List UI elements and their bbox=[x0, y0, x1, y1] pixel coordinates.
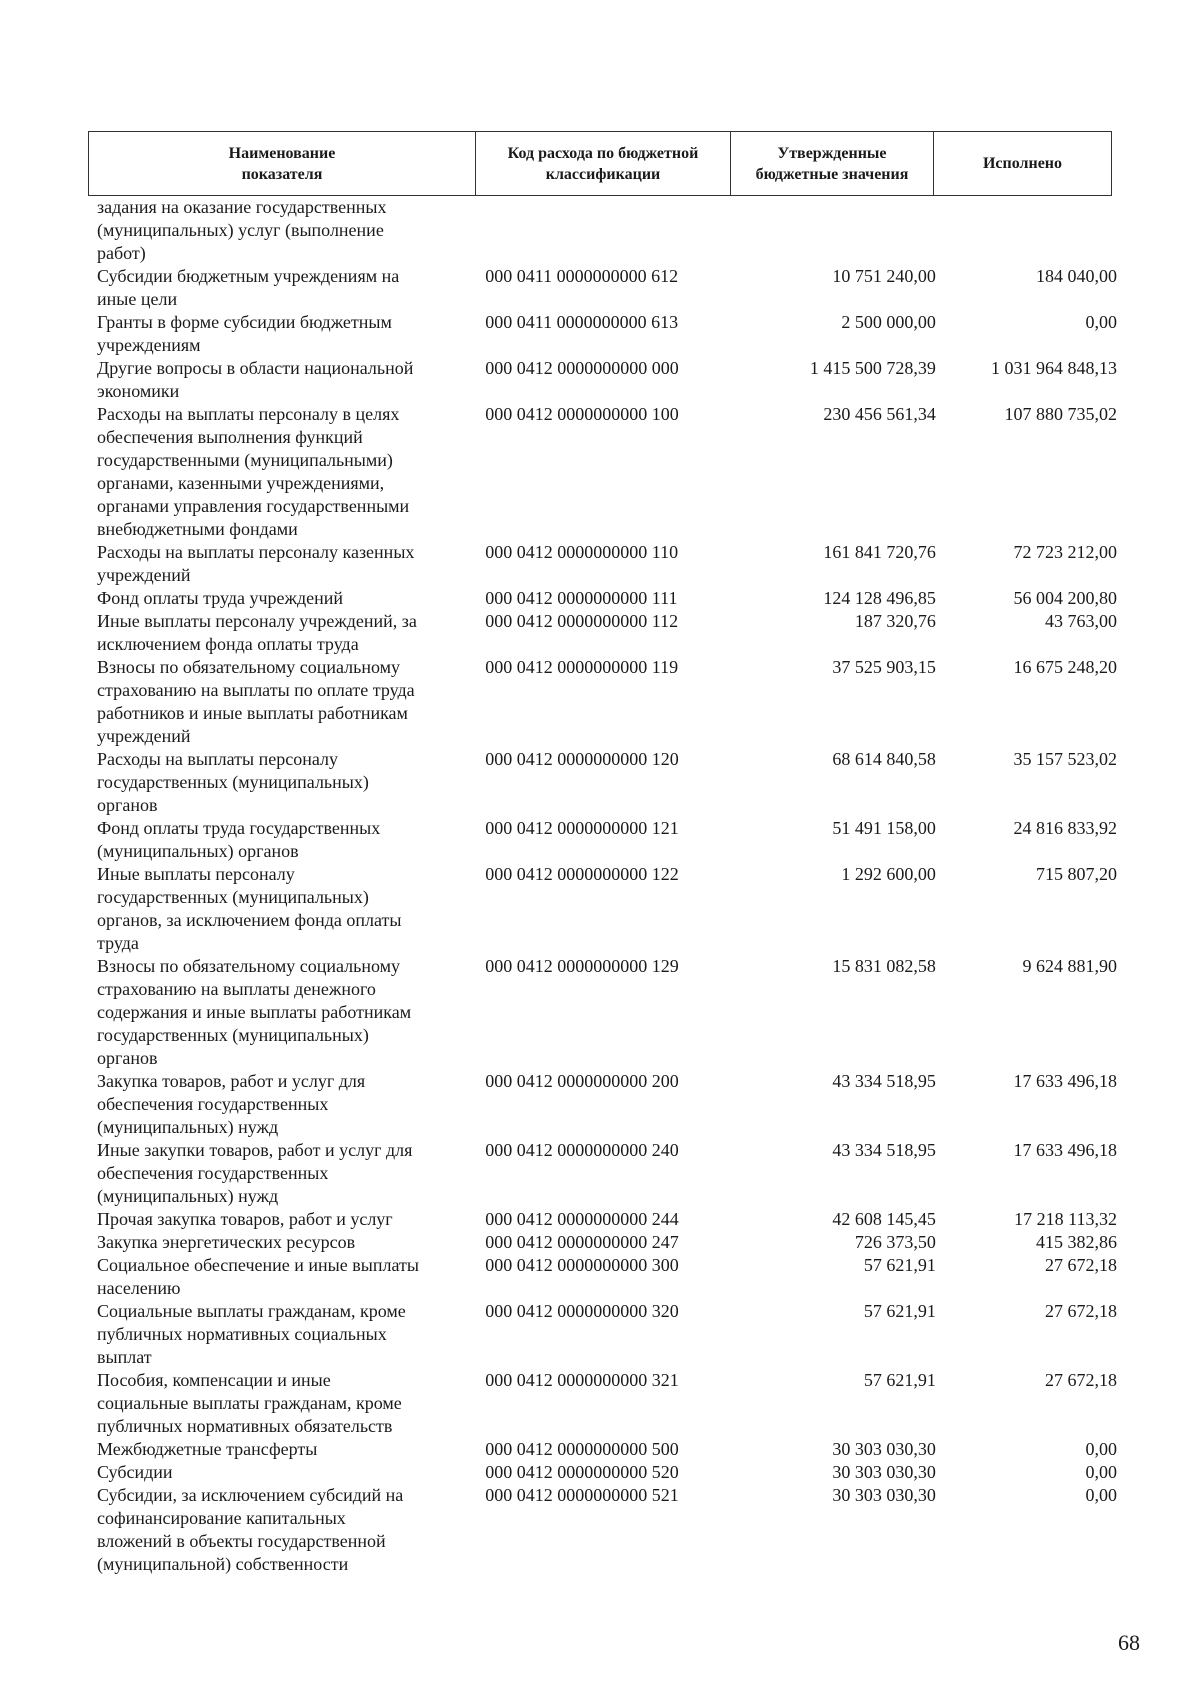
table-row bbox=[97, 587, 1117, 610]
row-name: Межбюджетные трансферты bbox=[97, 1439, 318, 1459]
row-approved: 230 456 561,34 bbox=[823, 404, 936, 424]
row-approved: 2 500 000,00 bbox=[841, 312, 936, 332]
row-name: Иные выплаты персоналу государственных (муниципальных) органов, за исключением фонда оплаты труда bbox=[97, 864, 402, 953]
row-name: Прочая закупка товаров, работ и услуг bbox=[97, 1209, 393, 1229]
row-approved: 57 621,91 bbox=[863, 1370, 936, 1390]
row-approved: 30 303 030,30 bbox=[832, 1485, 936, 1505]
table-row bbox=[97, 817, 1117, 863]
row-executed: 17 633 496,18 bbox=[1013, 1140, 1117, 1160]
row-executed: 27 672,18 bbox=[1045, 1370, 1117, 1390]
table-row bbox=[97, 1300, 1117, 1369]
table-row bbox=[97, 311, 1117, 357]
row-approved: 15 831 082,58 bbox=[832, 956, 936, 976]
row-code bbox=[464, 196, 730, 265]
table-row bbox=[97, 541, 1117, 587]
row-approved: 30 303 030,30 bbox=[832, 1462, 936, 1482]
table-row bbox=[97, 1461, 1117, 1484]
row-approved: 1 292 600,00 bbox=[841, 864, 936, 884]
row-code: 000 0411 0000000000 613 bbox=[485, 312, 679, 332]
header-approved: Утвержденные бюджетные значения bbox=[730, 132, 933, 195]
row-code: 000 0412 0000000000 200 bbox=[485, 1071, 679, 1091]
row-executed: 72 723 212,00 bbox=[1013, 542, 1117, 562]
table-row bbox=[97, 656, 1117, 748]
row-approved: 57 621,91 bbox=[863, 1301, 936, 1321]
row-code: 000 0412 0000000000 110 bbox=[485, 542, 679, 562]
row-code: 000 0412 0000000000 244 bbox=[485, 1209, 679, 1229]
row-executed: 0,00 bbox=[1085, 1439, 1117, 1459]
table-row bbox=[97, 1484, 1117, 1576]
header-executed: Исполнено bbox=[933, 132, 1111, 195]
row-executed: 1 031 964 848,13 bbox=[991, 358, 1117, 378]
row-approved: 726 373,50 bbox=[854, 1232, 936, 1252]
row-executed: 715 807,20 bbox=[1036, 864, 1117, 884]
row-code: 000 0412 0000000000 112 bbox=[485, 611, 679, 631]
row-name: Фонд оплаты труда государственных (муниципальных) органов bbox=[97, 818, 381, 861]
table-row bbox=[97, 863, 1117, 955]
row-approved: 1 415 500 728,39 bbox=[809, 358, 936, 378]
row-code: 000 0412 0000000000 100 bbox=[485, 404, 679, 424]
header-name: Наименование показателя bbox=[228, 144, 336, 183]
row-name: Пособия, компенсации и иные социальные выплаты гражданам, кроме публичных нормативных обязательств bbox=[97, 1370, 402, 1436]
row-approved: 187 320,76 bbox=[854, 611, 936, 631]
row-approved bbox=[730, 196, 936, 265]
row-name: Взносы по обязательному социальному страхованию на выплаты по оплате труда работников и иные выплаты работникам учреждений bbox=[97, 657, 415, 746]
table-row bbox=[97, 1231, 1117, 1254]
row-code: 000 0412 0000000000 247 bbox=[485, 1232, 679, 1252]
row-executed: 24 816 833,92 bbox=[1013, 818, 1117, 838]
row-executed: 27 672,18 bbox=[1045, 1255, 1117, 1275]
row-name: Социальные выплаты гражданам, кроме публичных нормативных социальных выплат bbox=[97, 1301, 406, 1367]
row-executed: 415 382,86 bbox=[1036, 1232, 1117, 1252]
table-row bbox=[97, 1369, 1117, 1438]
row-executed: 0,00 bbox=[1085, 1485, 1117, 1505]
row-name: Закупка энергетических ресурсов bbox=[97, 1232, 356, 1252]
table-row bbox=[97, 610, 1117, 656]
row-name: Закупка товаров, работ и услуг для обеспечения государственных (муниципальных) нужд bbox=[97, 1071, 366, 1137]
table-row bbox=[97, 196, 1117, 265]
row-name: Взносы по обязательному социальному страхованию на выплаты денежного содержания и иные выплаты работникам государственных (муниципальных) органов bbox=[97, 956, 412, 1068]
row-executed: 0,00 bbox=[1085, 312, 1117, 332]
row-code: 000 0412 0000000000 111 bbox=[485, 588, 678, 608]
row-approved: 124 128 496,85 bbox=[823, 588, 936, 608]
row-code: 000 0412 0000000000 500 bbox=[485, 1439, 679, 1459]
row-executed: 17 633 496,18 bbox=[1013, 1071, 1117, 1091]
table-row bbox=[97, 357, 1117, 403]
row-executed: 17 218 113,32 bbox=[1014, 1209, 1117, 1229]
row-executed: 43 763,00 bbox=[1045, 611, 1117, 631]
row-approved: 37 525 903,15 bbox=[832, 657, 936, 677]
row-approved: 68 614 840,58 bbox=[832, 749, 936, 769]
row-name: Расходы на выплаты персоналу казенных учреждений bbox=[97, 542, 415, 585]
row-code: 000 0412 0000000000 300 bbox=[485, 1255, 679, 1275]
table-header bbox=[88, 131, 1112, 196]
row-approved: 57 621,91 bbox=[863, 1255, 936, 1275]
row-name: Другие вопросы в области национальной экономики bbox=[97, 358, 414, 401]
row-code: 000 0412 0000000000 129 bbox=[485, 956, 679, 976]
row-code: 000 0411 0000000000 612 bbox=[485, 266, 679, 286]
row-executed: 0,00 bbox=[1085, 1462, 1117, 1482]
row-code: 000 0412 0000000000 121 bbox=[485, 818, 679, 838]
row-name: Фонд оплаты труда учреждений bbox=[97, 588, 343, 608]
row-code: 000 0412 0000000000 120 bbox=[485, 749, 679, 769]
row-code: 000 0412 0000000000 122 bbox=[485, 864, 679, 884]
row-name: Субсидии bbox=[97, 1462, 173, 1482]
row-name: Расходы на выплаты персоналу в целях обеспечения выполнения функций государственными (муниципальными) органами, казенными учреждениями, органами управления государственными внебюджетными фондами bbox=[97, 404, 410, 539]
row-code: 000 0412 0000000000 240 bbox=[485, 1140, 679, 1160]
row-executed: 35 157 523,02 bbox=[1013, 749, 1117, 769]
table-row bbox=[97, 1254, 1117, 1300]
row-code: 000 0412 0000000000 119 bbox=[485, 657, 679, 677]
row-executed bbox=[936, 196, 1117, 265]
row-code: 000 0412 0000000000 320 bbox=[485, 1301, 679, 1321]
row-approved: 30 303 030,30 bbox=[832, 1439, 936, 1459]
row-code: 000 0412 0000000000 000 bbox=[485, 358, 679, 378]
table-row bbox=[97, 1208, 1117, 1231]
row-name: Гранты в форме субсидии бюджетным учреждениям bbox=[97, 312, 392, 355]
row-executed: 16 675 248,20 bbox=[1013, 657, 1117, 677]
table-row bbox=[97, 1139, 1117, 1208]
row-executed: 107 880 735,02 bbox=[1004, 404, 1117, 424]
row-name: Расходы на выплаты персоналу государственных (муниципальных) органов bbox=[97, 749, 369, 815]
row-executed: 9 624 881,90 bbox=[1022, 956, 1117, 976]
row-executed: 184 040,00 bbox=[1036, 266, 1117, 286]
row-name: Иные закупки товаров, работ и услуг для обеспечения государственных (муниципальных) нужд bbox=[97, 1140, 413, 1206]
row-name: Субсидии, за исключением субсидий на софинансирование капитальных вложений в объекты государственной (муниципальной) собственности bbox=[97, 1485, 404, 1574]
row-executed: 56 004 200,80 bbox=[1013, 588, 1117, 608]
table-row bbox=[97, 748, 1117, 817]
row-code: 000 0412 0000000000 520 bbox=[485, 1462, 679, 1482]
table-row bbox=[97, 1070, 1117, 1139]
row-approved: 42 608 145,45 bbox=[832, 1209, 936, 1229]
row-name: задания на оказание государственных (муниципальных) услуг (выполнение работ) bbox=[97, 197, 387, 263]
row-approved: 10 751 240,00 bbox=[832, 266, 936, 286]
table-row bbox=[97, 265, 1117, 311]
row-approved: 43 334 518,95 bbox=[832, 1140, 936, 1160]
header-code: Код расхода по бюджетной классификации bbox=[475, 132, 730, 195]
row-name: Субсидии бюджетным учреждениям на иные цели bbox=[97, 266, 400, 309]
row-code: 000 0412 0000000000 321 bbox=[485, 1370, 679, 1390]
row-approved: 43 334 518,95 bbox=[832, 1071, 936, 1091]
row-approved: 161 841 720,76 bbox=[823, 542, 936, 562]
row-name: Иные выплаты персоналу учреждений, за исключением фонда оплаты труда bbox=[97, 611, 417, 654]
row-name: Социальное обеспечение и иные выплаты населению bbox=[97, 1255, 419, 1298]
page-number: 68 bbox=[1118, 1630, 1140, 1655]
table-row bbox=[97, 1438, 1117, 1461]
row-approved: 51 491 158,00 bbox=[832, 818, 936, 838]
table-row bbox=[97, 403, 1117, 541]
row-executed: 27 672,18 bbox=[1045, 1301, 1117, 1321]
row-code: 000 0412 0000000000 521 bbox=[485, 1485, 679, 1505]
table-body bbox=[97, 196, 1117, 1576]
table-row bbox=[97, 955, 1117, 1070]
